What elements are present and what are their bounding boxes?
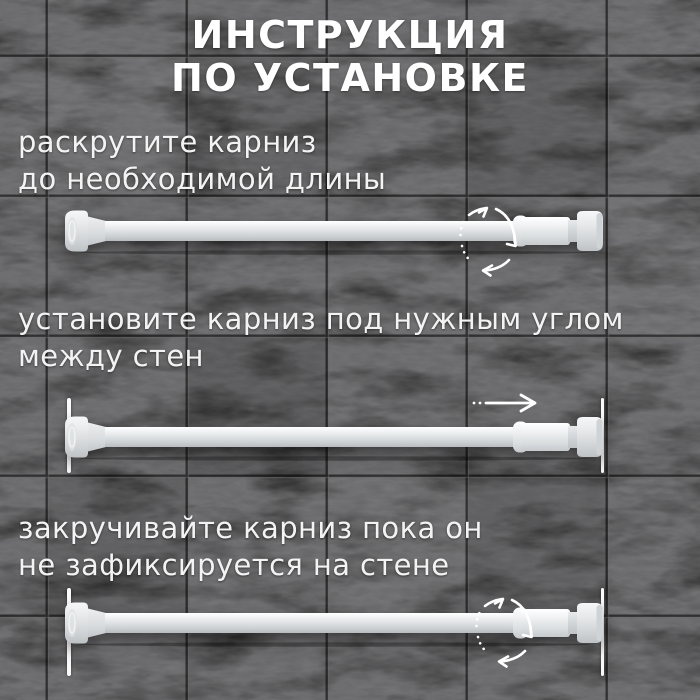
rod-left-endcap [65, 211, 106, 252]
step3-caption [18, 510, 483, 584]
step1-caption [18, 124, 386, 198]
push-direction-arrow-icon [471, 392, 539, 414]
title-line-1: ИНСТРУКЦИЯ [191, 13, 509, 57]
step2-caption-line1: установите карниз под нужным углом [18, 302, 624, 336]
step3-caption-line1: закручивайте карниз пока он [18, 511, 483, 545]
rod-tube [105, 427, 517, 447]
rod-left-endcap [65, 603, 106, 644]
step3-caption-line2: не зафиксируется на стене [18, 548, 450, 582]
rotation-arrows-icon [452, 199, 526, 279]
title-line-2: ПО УСТАНОВКЕ [171, 56, 529, 100]
step2-caption [18, 301, 624, 375]
rod-tube [105, 613, 517, 633]
step2-caption-line2: между стен [18, 339, 204, 373]
rotation-arrows-icon [468, 590, 542, 670]
step1-caption-line1: раскрутите карниз [18, 125, 317, 159]
rod-right-assembly [513, 417, 603, 457]
step1-caption-line2: до необходимой длины [18, 162, 387, 196]
rod-illustration-step2 [62, 413, 606, 461]
rod-shadow [79, 456, 589, 460]
rod-left-endcap [65, 417, 106, 458]
page-title [0, 14, 700, 100]
rod-right-assembly [513, 211, 603, 251]
